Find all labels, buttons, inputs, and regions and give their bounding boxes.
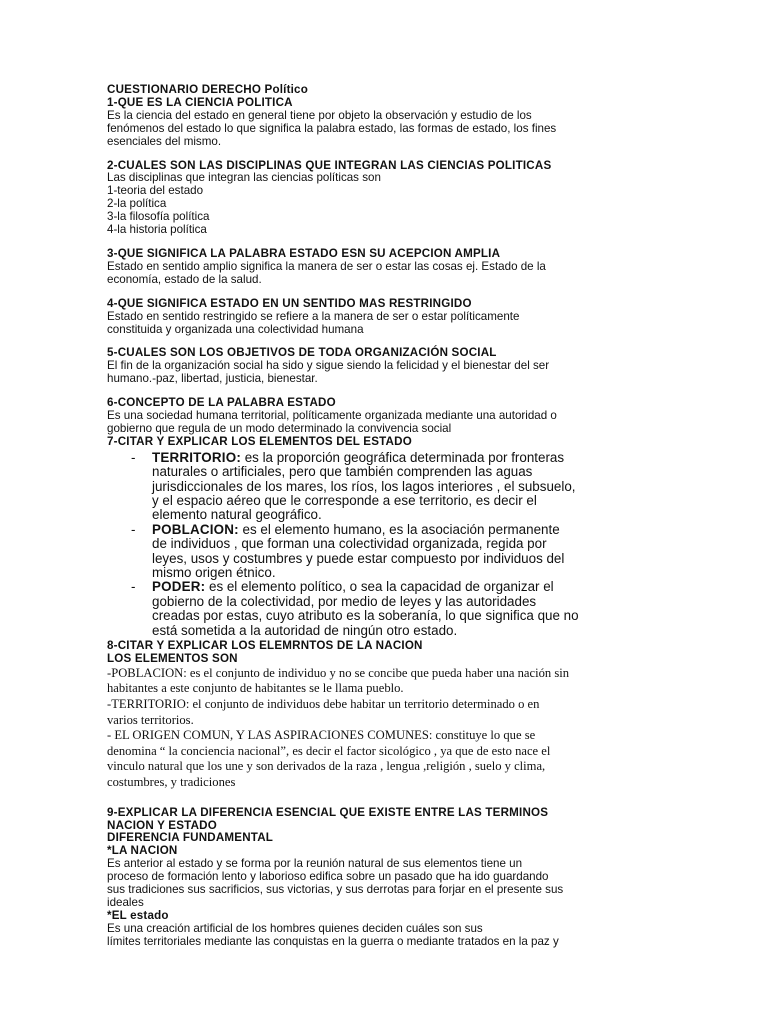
item-text: está sometida a la autoridad de ningún otro estado. (152, 622, 458, 638)
question-4 (107, 298, 667, 337)
answer-line: 2-la política (107, 197, 167, 211)
answer-line: humano.-paz, libertad, justicia, bienestar. (107, 372, 318, 386)
answer-line: - EL ORIGEN COMUN, Y LAS ASPIRACIONES COMUNES: constituye lo que se (107, 728, 536, 743)
dash-bullet: - (131, 449, 136, 465)
answer-line: -POBLACION: es el conjunto de individuo y no se concibe que pueda haber una nación sin (107, 665, 570, 680)
item-text: creadas por estas, cuyo atributo es la soberanía, lo que significa que no (152, 608, 579, 624)
question-heading: 6-CONCEPTO DE LA PALABRA ESTADO (107, 396, 336, 410)
item-text: naturales o artificiales, pero que también comprenden las aguas (152, 464, 533, 480)
term-poblacion: POBLACION: (152, 521, 239, 537)
answer-line: sus tradiciones sus sacrificios, sus victorias, y sus derrotas para forjar en el presente sus (107, 883, 564, 897)
answer-line: gobierno que regula de un modo determinado la convivencia social (107, 421, 452, 435)
nacion-heading: *LA NACION (107, 844, 178, 858)
answer-line: esenciales del mismo. (107, 134, 222, 148)
term-poder: PODER: (152, 579, 206, 595)
answer-line: proceso de formación lento y laborioso edifica sobre un pasado que ha ido guardando (107, 870, 549, 884)
dash-bullet: - (131, 521, 136, 537)
item-text: y el espacio aéreo que le corresponde a ese territorio, es decir el (152, 492, 537, 508)
term-territorio: TERRITORIO: (152, 449, 241, 465)
question-subheading: DIFERENCIA FUNDAMENTAL (107, 831, 274, 845)
item-text: de individuos , que forman una colectividad organizada, regida por (152, 536, 547, 552)
list-item (107, 580, 667, 638)
list-item (107, 451, 667, 523)
question-heading: 5-CUALES SON LOS OBJETIVOS DE TODA ORGANIZACIÓN SOCIAL (107, 346, 497, 360)
answer-line: denomina “ la conciencia nacional”, es decir el factor sicológico , ya que de esto nace el (107, 743, 551, 758)
question-3 (107, 248, 667, 287)
question-heading: 9-EXPLICAR LA DIFERENCIA ESENCIAL QUE EXISTE ENTRE LAS TERMINOS (107, 805, 549, 819)
elements-list (107, 451, 667, 638)
question-9 (107, 807, 667, 949)
answer-line: ideales (107, 895, 144, 909)
answer-line: límites territoriales mediante las conquistas en la guerra o mediante tratados en la paz y (107, 934, 559, 948)
question-heading: 7-CITAR Y EXPLICAR LOS ELEMENTOS DEL ESTADO (107, 434, 412, 448)
estado-heading: *EL estado (107, 908, 169, 922)
answer-line: Estado en sentido restringido se refiere a la manera de ser o estar políticamente (107, 309, 520, 323)
question-2 (107, 160, 667, 237)
question-heading: 8-CITAR Y EXPLICAR LOS ELEMRNTOS DE LA NACION (107, 639, 423, 653)
question-heading: 1-QUE ES LA CIENCIA POLITICA (107, 95, 293, 109)
question-subheading: LOS ELEMENTOS SON (107, 651, 238, 665)
question-heading: 3-QUE SIGNIFICA LA PALABRA ESTADO ESN SU ACEPCION AMPLIA (107, 246, 501, 260)
document-title: CUESTIONARIO DERECHO Político (107, 83, 308, 96)
answer-line: Estado en sentido amplio significa la manera de ser o estar las cosas ej. Estado de la (107, 259, 546, 273)
item-text: gobierno de la colectividad, por medio de leyes y las autoridades (152, 593, 537, 609)
question-5 (107, 347, 667, 386)
answer-line: 1-teoria del estado (107, 184, 204, 198)
answer-line: costumbres, y tradiciones (107, 775, 236, 789)
question-6 (107, 397, 667, 436)
answer-line: Es la ciencia del estado en general tiene por objeto la observación y estudio de los (107, 108, 532, 122)
item-text: elemento natural geográfico. (152, 507, 322, 523)
question-7 (107, 436, 667, 638)
answer-line: -TERRITORIO: el conjunto de individuos debe habitar un territorio determinado o en (107, 697, 540, 712)
answer-line: El fin de la organización social ha sido y sigue siendo la felicidad y el bienestar del ser (107, 359, 550, 373)
item-text: mismo origen étnico. (152, 565, 276, 580)
answer-line: varios territorios. (107, 712, 194, 727)
answer-line: 3-la filosofía política (107, 210, 210, 224)
answer-line: Es una creación artificial de los hombres quienes deciden cuáles son sus (107, 921, 483, 935)
item-text: es la proporción geográfica determinada por fronteras (241, 449, 565, 465)
question-1 (107, 97, 667, 149)
item-text: leyes, usos y costumbres y puede estar compuesto por individuos del (152, 550, 565, 566)
answer-line: habitantes a este conjunto de habitantes se le llama pueblo. (107, 681, 404, 696)
question-8 (107, 640, 667, 791)
item-text: es el elemento humano, es la asociación permanente (238, 521, 560, 537)
answer-line: economía, estado de la salud. (107, 272, 262, 286)
item-text: jurisdiccionales de los mares, los ríos, los lagos interiores , el subsuelo, (152, 478, 576, 494)
answer-line: Es una sociedad humana territorial, políticamente organizada mediante una autoridad o (107, 409, 557, 423)
answer-line: 4-la historia política (107, 223, 207, 237)
answer-line: fenómenos del estado lo que significa la palabra estado, las formas de estado, los fines (107, 121, 557, 135)
item-text: es el elemento político, o sea la capacidad de organizar el (205, 579, 554, 595)
document-page (107, 84, 667, 949)
answer-line: constituida y organizada una colectividad humana (107, 322, 364, 336)
answer-line: Las disciplinas que integran las ciencias políticas son (107, 171, 381, 185)
answer-line: Es anterior al estado y se forma por la reunión natural de sus elementos tiene un (107, 857, 523, 871)
question-heading: 4-QUE SIGNIFICA ESTADO EN UN SENTIDO MAS RESTRINGIDO (107, 296, 472, 310)
question-heading: 2-CUALES SON LAS DISCIPLINAS QUE INTEGRAN LAS CIENCIAS POLITICAS (107, 158, 552, 172)
list-item (107, 523, 667, 581)
question-heading: NACION Y ESTADO (107, 818, 217, 832)
dash-bullet: - (131, 579, 136, 595)
answer-line: vinculo natural que los une y son derivados de la raza , lengua ,religión , suelo y clima, (107, 759, 546, 774)
